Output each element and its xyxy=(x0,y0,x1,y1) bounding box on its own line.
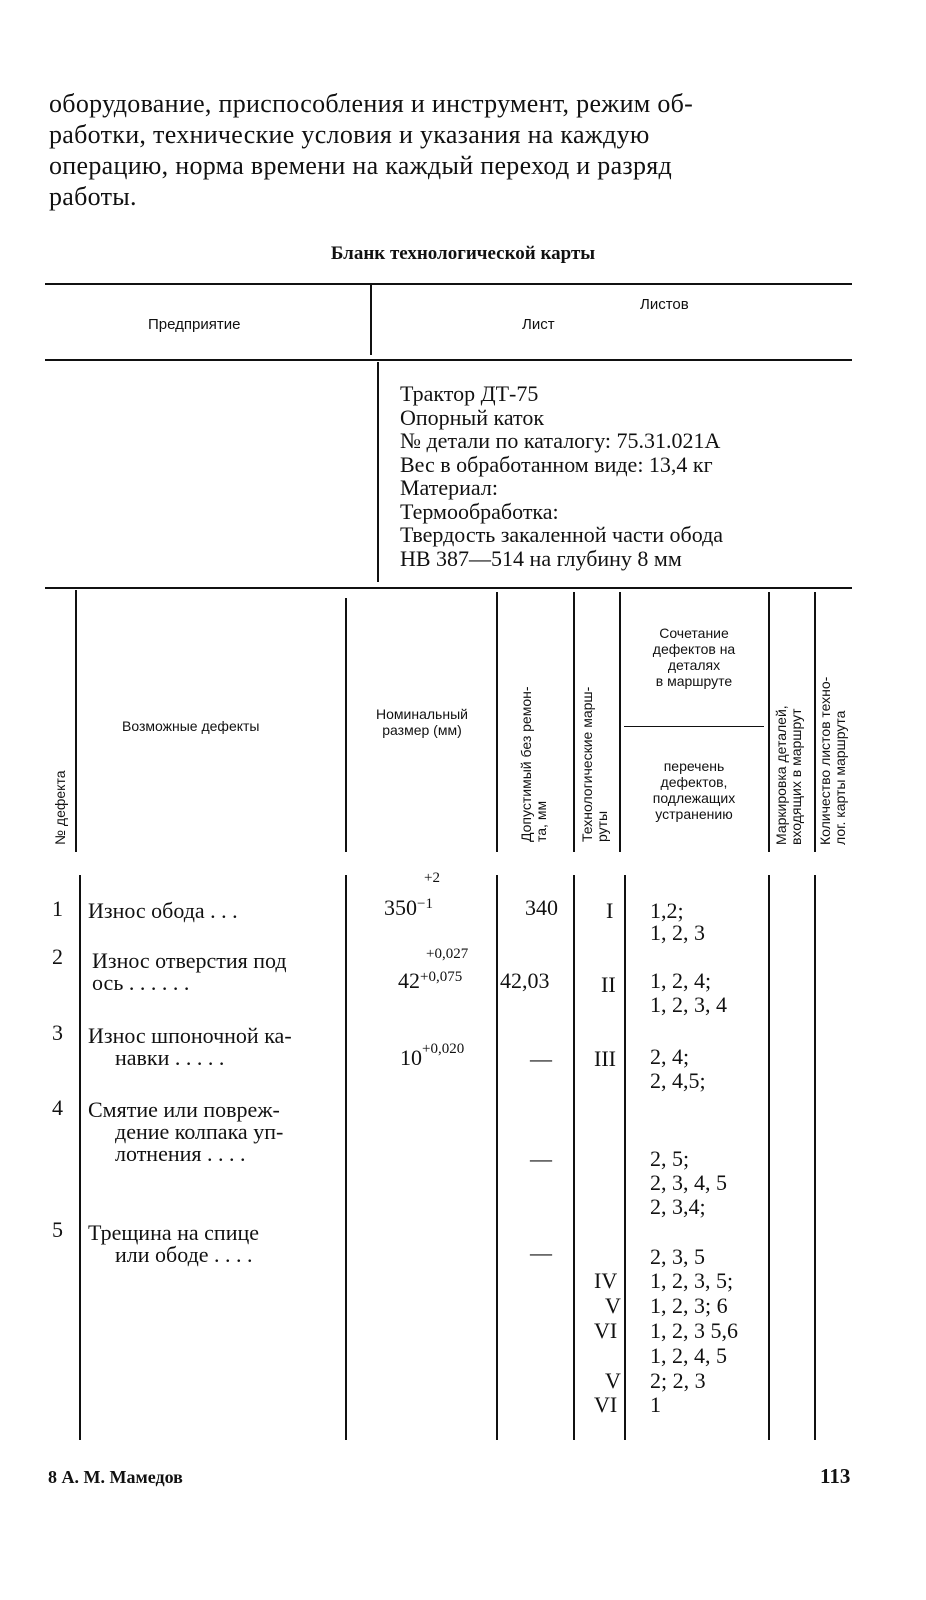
defect-text xyxy=(88,900,238,922)
tolerance-upper: +0,027 xyxy=(426,946,469,962)
allowed-value: — xyxy=(530,1240,552,1265)
col-defect-no: № дефекта xyxy=(52,770,68,845)
col-list-line: перечень xyxy=(663,758,725,774)
route-list-item: 2, 4; xyxy=(650,1044,690,1069)
col-allowed-line: Допустимый без ремон- xyxy=(518,686,534,842)
body-line-2 xyxy=(345,875,347,1440)
col-routes xyxy=(580,687,610,842)
route-list-item: 1 xyxy=(650,1392,661,1417)
defect-text-line: Износ отверстия под xyxy=(92,948,287,973)
footer-author: 8 А. М. Мамедов xyxy=(48,1467,183,1487)
col-sheets-count-line: Количество листов техно- xyxy=(817,676,833,845)
body-line-4 xyxy=(573,875,575,1440)
defect-text-line: навки . . . . . xyxy=(115,1045,225,1070)
divider-info xyxy=(377,362,379,582)
nominal-size xyxy=(400,1038,464,1069)
col-combination-line: деталях xyxy=(667,657,721,673)
nominal-base: 42 xyxy=(398,968,420,993)
col-combination-line: дефектов на xyxy=(652,641,736,657)
col-marking-line: входящих в маршрут xyxy=(788,708,804,845)
intro-line: работки, технические условия и указания на каждую xyxy=(49,120,650,149)
route-number: V xyxy=(605,1368,621,1393)
route-list-item: 1, 2, 3 xyxy=(650,920,705,945)
col-line-7 xyxy=(814,592,816,852)
defect-text-line: дение колпака уп- xyxy=(115,1119,284,1144)
defect-no: 3 xyxy=(52,1020,63,1045)
sheets-label: Листов xyxy=(640,296,689,313)
route-number: III xyxy=(594,1046,616,1071)
body-line-6 xyxy=(768,875,770,1440)
part-info-line: № детали по каталогу: 75.31.021А xyxy=(400,428,721,453)
allowed-value: — xyxy=(530,1046,552,1071)
nominal-size xyxy=(384,893,433,919)
route-list-item: 2, 3, 5 xyxy=(650,1244,705,1269)
col-marking-line: Маркировка деталей, xyxy=(773,705,789,845)
defect-text-line: Износ шпоночной ка- xyxy=(88,1023,292,1048)
body-line-3 xyxy=(496,875,498,1440)
defect-text-line: или ободе . . . . xyxy=(115,1242,253,1267)
enterprise-label: Предприятие xyxy=(148,316,241,333)
part-info-line: Твердость закаленной части обода xyxy=(400,522,724,547)
defect-text xyxy=(88,1025,292,1069)
route-number: VI xyxy=(594,1318,618,1343)
defect-no: 4 xyxy=(52,1095,63,1120)
form-title: Бланк технологической карты xyxy=(330,243,596,264)
intro-line: работы. xyxy=(49,182,137,211)
sheet-label: Лист xyxy=(522,316,555,333)
defect-text xyxy=(88,1222,259,1266)
route-list-item: 1, 2, 4; xyxy=(650,968,712,993)
tolerance-upper: +0,020 xyxy=(422,1041,465,1057)
route-number: VI xyxy=(594,1392,618,1417)
part-info-line: Термообработка: xyxy=(400,498,559,524)
defect-text xyxy=(92,950,287,994)
col-line-6 xyxy=(768,592,770,852)
route-list-item: 2, 3, 4, 5 xyxy=(650,1170,727,1195)
part-info-line: Материал: xyxy=(400,475,498,500)
body-line-7 xyxy=(814,875,816,1440)
col-routes-line: Технологические марш- xyxy=(579,686,595,842)
part-info-line: HB 387—514 на глубину 8 мм xyxy=(400,545,682,571)
defect-text-line: ось . . . . . . xyxy=(92,970,190,995)
route-number: V xyxy=(605,1293,621,1318)
route-list-item: 2, 5; xyxy=(650,1146,690,1171)
col-list-line: подлежащих xyxy=(652,790,736,806)
part-info-line: Трактор ДТ-75 xyxy=(400,381,539,406)
allowed-value: 340 xyxy=(525,895,558,920)
nominal-base: 10 xyxy=(400,1045,422,1070)
route-list-item: 1, 2, 4, 5 xyxy=(650,1343,727,1368)
col-nominal xyxy=(352,706,492,738)
route-list-item: 1, 2, 3, 4 xyxy=(650,992,727,1017)
col-nominal-line: Номинальный xyxy=(376,706,468,722)
col-combination-line: Сочетание xyxy=(659,625,729,641)
defect-text-line: лотнения . . . . xyxy=(115,1141,246,1166)
col-defects: Возможные дефекты xyxy=(122,718,260,734)
defect-text-line: Трещина на спице xyxy=(88,1220,260,1245)
combination-subrule xyxy=(624,726,764,727)
body-line-5 xyxy=(624,875,626,1440)
col-list-line: устранению xyxy=(655,806,733,822)
intro-line: операцию, норма времени на каждый переход и разряд xyxy=(49,151,673,180)
col-line-4 xyxy=(573,592,575,852)
rule-info-bottom xyxy=(45,587,852,589)
route-list-item: 2, 3,4; xyxy=(650,1194,706,1219)
route-list-item: 2, 4,5; xyxy=(650,1068,706,1093)
part-info-line: Опорный каток xyxy=(400,404,545,430)
divider-header xyxy=(370,285,372,355)
part-info-line: Вес в обработанном виде: 13,4 кг xyxy=(400,451,713,477)
defect-no: 5 xyxy=(52,1217,63,1242)
route-list-item: 2; 2, 3 xyxy=(650,1368,706,1393)
col-list xyxy=(622,758,766,822)
intro-line: оборудование, приспособления и инструмент, режим об- xyxy=(49,89,694,118)
col-line-5 xyxy=(619,592,621,852)
col-nominal-line: размер (мм) xyxy=(382,722,462,738)
route-list-item: 1,2; xyxy=(650,898,684,923)
tolerance-lower: +0,075 xyxy=(420,969,463,985)
tolerance-lower: −1 xyxy=(417,896,433,912)
allowed-value: 42,03 xyxy=(500,968,550,993)
nominal-base: 350 xyxy=(384,895,417,920)
col-allowed xyxy=(519,686,549,842)
route-number: II xyxy=(601,972,616,997)
route-list-item: 1, 2, 3, 5; xyxy=(650,1268,734,1293)
defect-text-line: Смятие или повреж- xyxy=(88,1097,280,1122)
col-line-1 xyxy=(75,590,77,852)
page-number: 113 xyxy=(820,1464,851,1488)
allowed-value: — xyxy=(530,1146,552,1171)
route-number: IV xyxy=(594,1268,618,1293)
rule-header-bottom xyxy=(45,359,852,361)
rule-top xyxy=(45,283,852,285)
route-list-item: 1, 2, 3 5,6 xyxy=(650,1318,738,1343)
col-sheets-count xyxy=(818,677,848,845)
defect-no: 2 xyxy=(52,944,63,969)
col-marking xyxy=(774,705,804,845)
col-line-3 xyxy=(496,592,498,852)
col-routes-line: руты xyxy=(594,810,610,842)
nominal-size xyxy=(398,966,462,992)
intro-paragraph xyxy=(49,88,861,212)
tolerance-upper: +2 xyxy=(424,870,440,886)
col-combination-line: в маршруте xyxy=(655,673,733,689)
col-line-2 xyxy=(345,598,347,852)
col-list-line: дефектов, xyxy=(660,774,728,790)
defect-text xyxy=(88,1099,283,1165)
route-list-item: 1, 2, 3; 6 xyxy=(650,1293,728,1318)
col-allowed-line: та, мм xyxy=(533,800,549,842)
part-info xyxy=(400,382,723,570)
defect-no: 1 xyxy=(52,896,63,921)
col-sheets-count-line: лог. карты маршрута xyxy=(832,710,848,845)
col-combination xyxy=(622,625,766,689)
route-number: I xyxy=(606,898,614,923)
body-line-1 xyxy=(79,875,81,1440)
defect-text-line: Износ обода . . . xyxy=(88,898,238,923)
